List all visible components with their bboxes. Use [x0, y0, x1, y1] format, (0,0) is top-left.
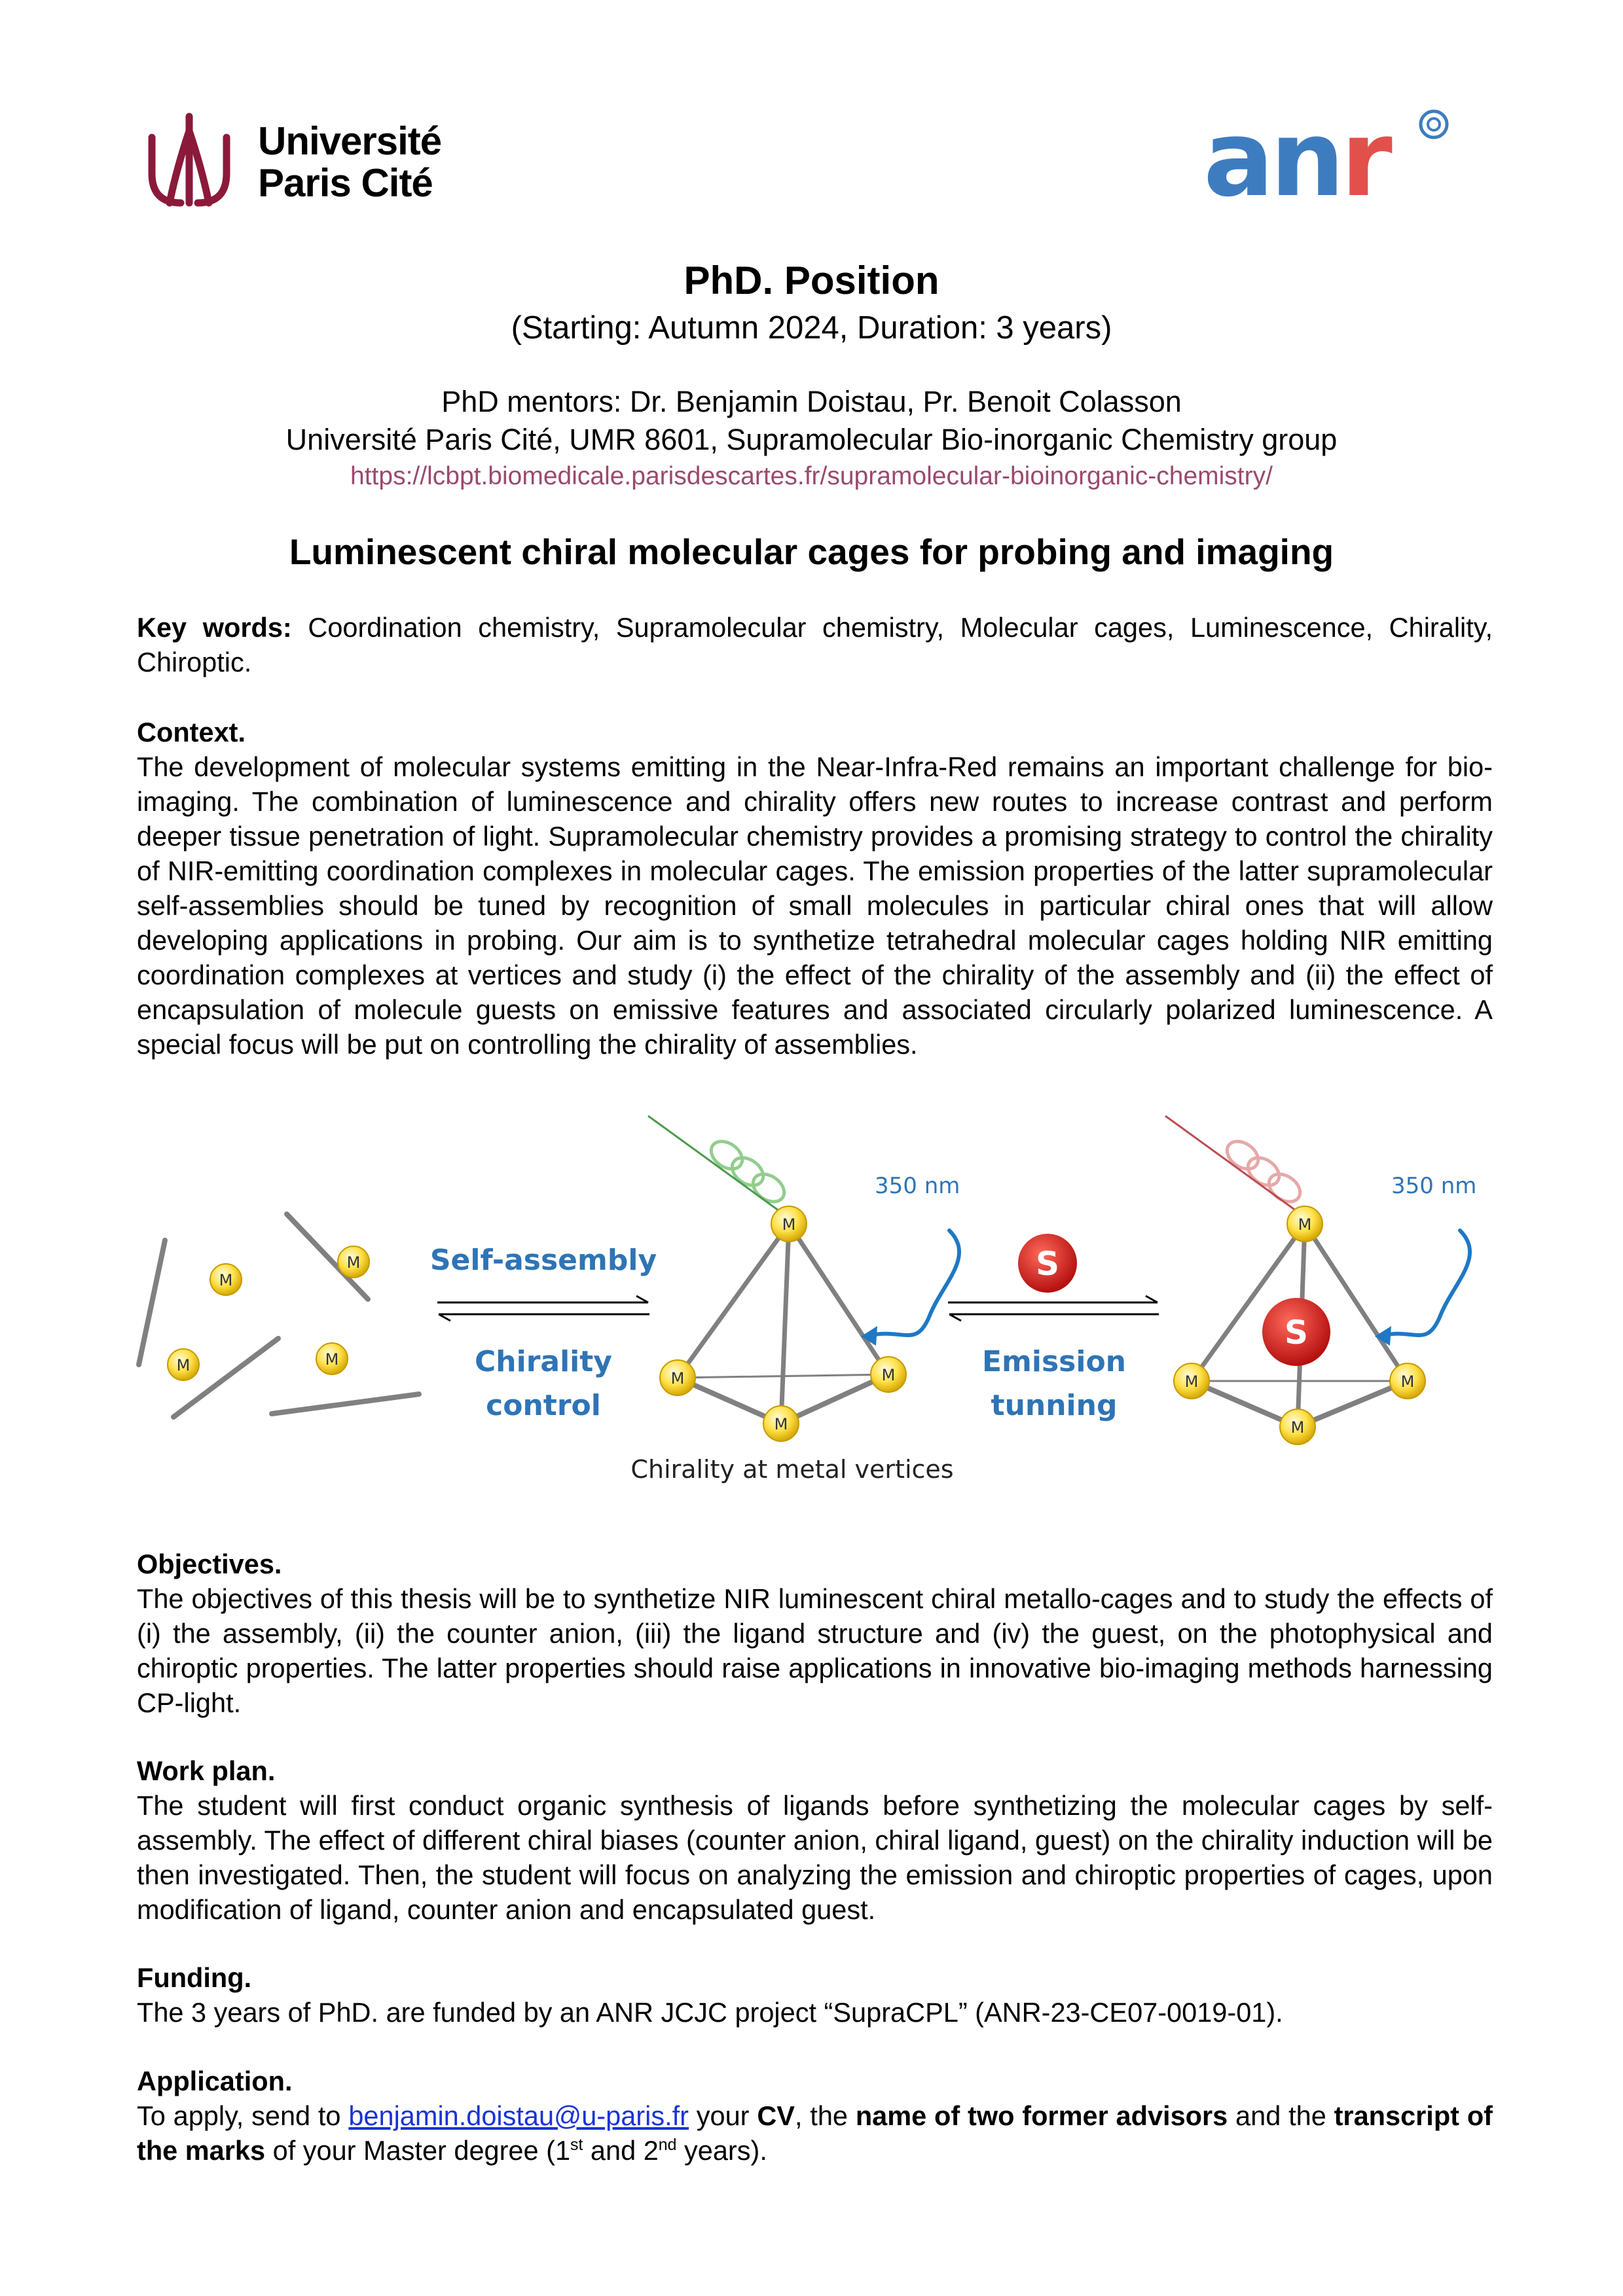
funding-paragraph: The 3 years of PhD. are funded by an ANR JCJC project “SupraCPL” (ANR-23-CE07-0019-01). [137, 1997, 1283, 2028]
universite-name-line2: Paris Cité [258, 161, 433, 205]
application-text: and the [1228, 2100, 1334, 2131]
step-label: tunning [991, 1389, 1118, 1422]
application-text: , the [794, 2100, 856, 2131]
universite-name-line1: Université [258, 119, 442, 163]
universite-paris-cite-logo [140, 111, 467, 209]
keywords-text: Coordination chemistry, Supramolecular chemistry, Molecular cages, Luminescence, Chirality, Chiroptic. [137, 612, 1493, 677]
metal-label: M [1298, 1215, 1312, 1234]
objectives-heading: Objectives. [137, 1549, 282, 1579]
application-text: years). [676, 2135, 767, 2166]
subject-title: Luminescent chiral molecular cages for probing and imaging [289, 531, 1334, 572]
institution-line: Université Paris Cité, UMR 8601, Supramolecular Bio-inorganic Chemistry group [285, 423, 1338, 456]
step-label: Self-assembly [429, 1244, 657, 1277]
anr-logo [1203, 105, 1452, 209]
assembly-scheme-figure [124, 1106, 1499, 1499]
funding-heading: Funding. [137, 1962, 252, 1993]
svg-text:anr: anr [1203, 105, 1389, 209]
keywords-label: Key words: [137, 612, 292, 643]
metal-label: M [176, 1356, 191, 1374]
page-title: PhD. Position [684, 259, 939, 302]
workplan-paragraph: The student will first conduct organic synthesis of ligands before synthetizing the molecular cages by self-assembly. The effect of different chiral biases (counter anion, chiral ligand, guest) on the chirality induction will be then investigated. Then, the student will focus on analyzing the emission and chiroptic properties of cages, upon modification of ligand, counter anion and encapsulated guest. [137, 1790, 1493, 1925]
wavelength-label: 350 nm [1391, 1173, 1477, 1199]
group-url-link[interactable]: https://lcbpt.biomedicale.parisdescartes.fr/supramolecular-bioinorganic-chemistry/ [350, 462, 1273, 490]
application-text: your [688, 2100, 757, 2131]
metal-label: M [1290, 1418, 1305, 1437]
application-text: and 2 [583, 2135, 659, 2166]
wavelength-label: 350 nm [875, 1173, 960, 1199]
application-paragraph [137, 2098, 1493, 2168]
application-heading: Application. [137, 2066, 293, 2096]
step-label: control [486, 1389, 601, 1422]
application-text: of your Master degree (1 [265, 2135, 571, 2166]
context-heading: Context. [137, 717, 246, 747]
workplan-heading: Work plan. [137, 1755, 276, 1786]
page-subtitle: (Starting: Autumn 2024, Duration: 3 years) [511, 310, 1112, 346]
ordinal-superscript: nd [658, 2136, 677, 2155]
figure-caption: Chirality at metal vertices [630, 1455, 954, 1484]
metal-label: M [774, 1415, 788, 1433]
metal-label: M [325, 1350, 339, 1369]
ordinal-superscript: st [570, 2136, 583, 2155]
application-cv: CV [757, 2100, 795, 2131]
objectives-paragraph: The objectives of this thesis will be to synthetize NIR luminescent chiral metallo-cages and to study the effects of (i) the assembly, (ii) the counter anion, (iii) the ligand structure and (iv) the guest, on the photophysical and chiroptic properties. The latter properties should raise applications in innovative bio-imaging methods harnessing CP-light. [137, 1583, 1493, 1718]
guest-label: S [1284, 1314, 1309, 1352]
mentors-line: PhD mentors: Dr. Benjamin Doistau, Pr. Benoit Colasson [441, 385, 1182, 418]
application-text: To apply, send to [137, 2100, 349, 2131]
email-link[interactable]: benjamin.doistau@u-paris.fr [348, 2100, 689, 2131]
metal-label: M [881, 1366, 896, 1384]
application-transcript: transcript of the marks [137, 2100, 1493, 2166]
metal-label: M [346, 1253, 361, 1272]
metal-label: M [1400, 1372, 1415, 1391]
metal-label: M [782, 1215, 796, 1234]
metal-label: M [670, 1369, 685, 1388]
context-paragraph: The development of molecular systems emitting in the Near-Infra-Red remains an important challenge for bio-imaging. The combination of luminescence and chirality offers new routes to increase contrast and perform deeper tissue penetration of light. Supramolecular chemistry provides a promising strategy to control the chirality of NIR-emitting coordination complexes in molecular cages. The emission properties of the latter supramolecular self-assemblies should be tuned by recognition of small molecules in particular chiral ones that will allow developing applications in probing. Our aim is to synthetize tetrahedral molecular cages holding NIR emitting coordination complexes at vertices and study (i) the effect of the chirality of the assembly and (ii) the effect of encapsulation of molecule guests on emissive features and associated circularly polarized luminescence. A special focus will be put on controlling the chirality of assemblies. [137, 751, 1493, 1060]
guest-label: S [1035, 1245, 1060, 1283]
step-label: Emission [982, 1345, 1126, 1378]
application-advisors: name of two former advisors [855, 2100, 1228, 2131]
metal-label: M [1184, 1372, 1199, 1391]
keywords-paragraph [137, 610, 1493, 679]
universite-emblem-icon [140, 111, 238, 209]
step-label: Chirality [475, 1345, 612, 1378]
metal-label: M [219, 1271, 233, 1289]
